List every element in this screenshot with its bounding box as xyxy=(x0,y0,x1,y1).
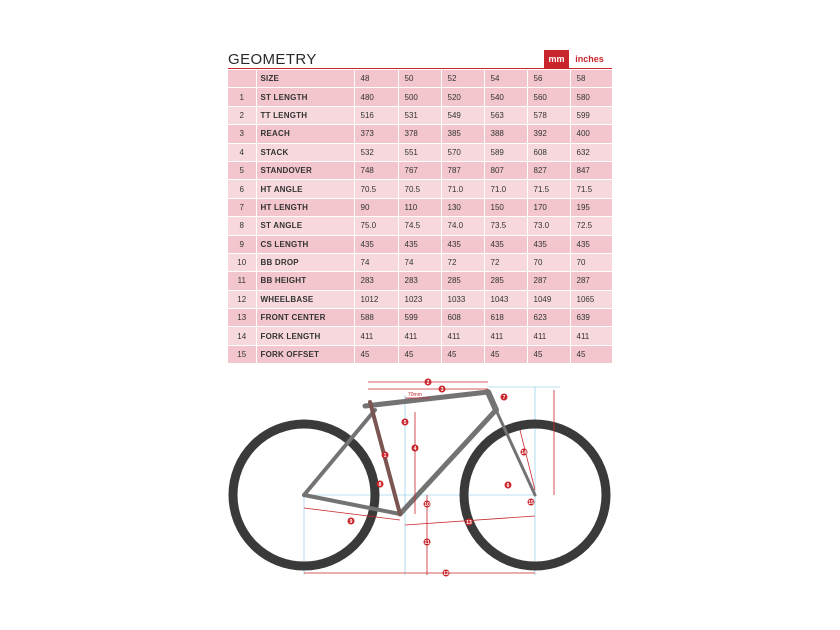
table-row xyxy=(228,235,612,253)
measurement-value: 285 xyxy=(441,272,484,290)
row-index: 10 xyxy=(228,253,256,271)
svg-text:14: 14 xyxy=(521,450,527,456)
measurement-value: 48 xyxy=(354,70,398,88)
geometry-header xyxy=(228,50,612,69)
measurement-value: 70 xyxy=(570,253,612,271)
measurement-name: WHEELBASE xyxy=(256,290,354,308)
measurement-value: 847 xyxy=(570,161,612,179)
table-row xyxy=(228,161,612,179)
bike-frame xyxy=(304,392,535,514)
row-index: 2 xyxy=(228,106,256,124)
measurement-value: 588 xyxy=(354,309,398,327)
measurement-value: 608 xyxy=(441,309,484,327)
measurement-value: 71.0 xyxy=(441,180,484,198)
unit-mm-toggle[interactable]: mm xyxy=(544,50,569,68)
measurement-name: HT ANGLE xyxy=(256,180,354,198)
svg-text:8: 8 xyxy=(378,482,382,488)
svg-text:11: 11 xyxy=(424,540,430,546)
row-index: 4 xyxy=(228,143,256,161)
svg-text:2: 2 xyxy=(426,380,430,386)
measurement-value: 480 xyxy=(354,88,398,106)
measurement-value: 1023 xyxy=(398,290,441,308)
table-row xyxy=(228,327,612,345)
measurement-value: 58 xyxy=(570,70,612,88)
measurement-value: 500 xyxy=(398,88,441,106)
geometry-title: GEOMETRY xyxy=(228,51,317,68)
table-row xyxy=(228,217,612,235)
measurement-value: 632 xyxy=(570,143,612,161)
measurement-value: 807 xyxy=(484,161,527,179)
measurement-value: 411 xyxy=(441,327,484,345)
measurement-value: 283 xyxy=(354,272,398,290)
row-index: 15 xyxy=(228,345,256,363)
table-row xyxy=(228,253,612,271)
row-index: 3 xyxy=(228,125,256,143)
measurement-value: 74.0 xyxy=(441,217,484,235)
measurement-value: 589 xyxy=(484,143,527,161)
measurement-value: 45 xyxy=(527,345,570,363)
row-index: 12 xyxy=(228,290,256,308)
measurement-value: 45 xyxy=(354,345,398,363)
measurement-value: 411 xyxy=(398,327,441,345)
row-index: 11 xyxy=(228,272,256,290)
unit-inches-toggle[interactable]: inches xyxy=(575,54,604,64)
row-index: 8 xyxy=(228,217,256,235)
measurement-value: 110 xyxy=(398,198,441,216)
measurement-value: 411 xyxy=(484,327,527,345)
measurement-name: FORK OFFSET xyxy=(256,345,354,363)
measurement-value: 549 xyxy=(441,106,484,124)
svg-text:4: 4 xyxy=(413,446,417,452)
measurement-value: 540 xyxy=(484,88,527,106)
measurement-value: 52 xyxy=(441,70,484,88)
measurement-value: 70.5 xyxy=(398,180,441,198)
measurement-value: 287 xyxy=(570,272,612,290)
table-row xyxy=(228,198,612,216)
measurement-name: CS LENGTH xyxy=(256,235,354,253)
measurement-value: 767 xyxy=(398,161,441,179)
measurement-value: 411 xyxy=(527,327,570,345)
table-row xyxy=(228,106,612,124)
svg-text:10: 10 xyxy=(424,502,430,508)
measurement-value: 435 xyxy=(484,235,527,253)
measurement-value: 73.0 xyxy=(527,217,570,235)
table-row xyxy=(228,290,612,308)
table-row xyxy=(228,345,612,363)
measurement-value: 373 xyxy=(354,125,398,143)
measurement-value: 599 xyxy=(398,309,441,327)
svg-text:9: 9 xyxy=(349,519,353,525)
measurement-value: 72 xyxy=(484,253,527,271)
measurement-value: 520 xyxy=(441,88,484,106)
measurement-value: 639 xyxy=(570,309,612,327)
svg-text:1: 1 xyxy=(383,453,387,459)
row-index: 1 xyxy=(228,88,256,106)
row-index: 6 xyxy=(228,180,256,198)
measurement-value: 748 xyxy=(354,161,398,179)
measurement-value: 608 xyxy=(527,143,570,161)
table-row xyxy=(228,180,612,198)
measurement-value: 71.5 xyxy=(570,180,612,198)
measurement-value: 72.5 xyxy=(570,217,612,235)
measurement-name: REACH xyxy=(256,125,354,143)
measurement-value: 70.5 xyxy=(354,180,398,198)
measurement-value: 411 xyxy=(570,327,612,345)
table-row xyxy=(228,125,612,143)
measurement-value: 435 xyxy=(441,235,484,253)
measurement-value: 1033 xyxy=(441,290,484,308)
measurement-value: 54 xyxy=(484,70,527,88)
measurement-value: 283 xyxy=(398,272,441,290)
svg-text:6: 6 xyxy=(506,483,510,489)
measurement-value: 551 xyxy=(398,143,441,161)
measurement-name: BB HEIGHT xyxy=(256,272,354,290)
measurement-name: BB DROP xyxy=(256,253,354,271)
measurement-value: 45 xyxy=(441,345,484,363)
measurement-value: 435 xyxy=(570,235,612,253)
measurement-value: 1043 xyxy=(484,290,527,308)
measurement-value: 623 xyxy=(527,309,570,327)
measurement-value: 411 xyxy=(354,327,398,345)
measurement-value: 285 xyxy=(484,272,527,290)
measurement-value: 45 xyxy=(398,345,441,363)
measurement-name: SIZE xyxy=(256,70,354,88)
measurement-name: HT LENGTH xyxy=(256,198,354,216)
measurement-value: 531 xyxy=(398,106,441,124)
svg-text:5: 5 xyxy=(403,420,407,426)
measurement-value: 170 xyxy=(527,198,570,216)
measurement-value: 560 xyxy=(527,88,570,106)
measurement-value: 435 xyxy=(527,235,570,253)
measurement-value: 74 xyxy=(398,253,441,271)
measurement-value: 50 xyxy=(398,70,441,88)
measurement-value: 618 xyxy=(484,309,527,327)
measurement-value: 45 xyxy=(484,345,527,363)
measurement-value: 71.5 xyxy=(527,180,570,198)
measurement-value: 400 xyxy=(570,125,612,143)
table-row xyxy=(228,143,612,161)
measurement-value: 1049 xyxy=(527,290,570,308)
measurement-value: 435 xyxy=(354,235,398,253)
measurement-name: ST LENGTH xyxy=(256,88,354,106)
measurement-value: 195 xyxy=(570,198,612,216)
measurement-name: STANDOVER xyxy=(256,161,354,179)
measurement-name: TT LENGTH xyxy=(256,106,354,124)
measurement-value: 73.5 xyxy=(484,217,527,235)
geometry-panel xyxy=(228,50,612,364)
measurement-value: 71.0 xyxy=(484,180,527,198)
row-index: 7 xyxy=(228,198,256,216)
measurement-name: STACK xyxy=(256,143,354,161)
row-index: 14 xyxy=(228,327,256,345)
measurement-value: 385 xyxy=(441,125,484,143)
row-index: 13 xyxy=(228,309,256,327)
measurement-value: 435 xyxy=(398,235,441,253)
table-row xyxy=(228,272,612,290)
measurement-value: 75.0 xyxy=(354,217,398,235)
measurement-value: 578 xyxy=(527,106,570,124)
svg-text:7: 7 xyxy=(502,395,506,401)
measurement-value: 150 xyxy=(484,198,527,216)
svg-text:13: 13 xyxy=(466,520,472,526)
measurement-value: 45 xyxy=(570,345,612,363)
measurement-value: 74.5 xyxy=(398,217,441,235)
measurement-value: 580 xyxy=(570,88,612,106)
measurement-value: 827 xyxy=(527,161,570,179)
measurement-value: 70 xyxy=(527,253,570,271)
measurement-name: FRONT CENTER xyxy=(256,309,354,327)
table-row xyxy=(228,309,612,327)
measurement-value: 599 xyxy=(570,106,612,124)
measurement-value: 378 xyxy=(398,125,441,143)
measurement-name: FORK LENGTH xyxy=(256,327,354,345)
measurement-value: 1012 xyxy=(354,290,398,308)
measurement-value: 287 xyxy=(527,272,570,290)
measurement-value: 516 xyxy=(354,106,398,124)
measurement-value: 56 xyxy=(527,70,570,88)
svg-text:15: 15 xyxy=(528,500,534,506)
measurement-value: 1065 xyxy=(570,290,612,308)
measurement-lines xyxy=(304,382,554,575)
measurement-value: 392 xyxy=(527,125,570,143)
measurement-value: 787 xyxy=(441,161,484,179)
bike-geometry-diagram xyxy=(220,370,620,580)
top-tube-note: 70mm xyxy=(408,392,422,398)
row-index: 5 xyxy=(228,161,256,179)
row-index xyxy=(228,70,256,88)
measurement-name: ST ANGLE xyxy=(256,217,354,235)
measurement-value: 388 xyxy=(484,125,527,143)
measurement-value: 74 xyxy=(354,253,398,271)
geometry-table xyxy=(228,70,613,364)
row-index: 9 xyxy=(228,235,256,253)
measurement-value: 532 xyxy=(354,143,398,161)
svg-text:12: 12 xyxy=(443,571,449,577)
measurement-value: 72 xyxy=(441,253,484,271)
svg-text:3: 3 xyxy=(440,387,444,393)
measurement-value: 563 xyxy=(484,106,527,124)
measurement-value: 130 xyxy=(441,198,484,216)
measurement-value: 90 xyxy=(354,198,398,216)
table-header-row xyxy=(228,70,612,88)
measurement-value: 570 xyxy=(441,143,484,161)
table-row xyxy=(228,88,612,106)
